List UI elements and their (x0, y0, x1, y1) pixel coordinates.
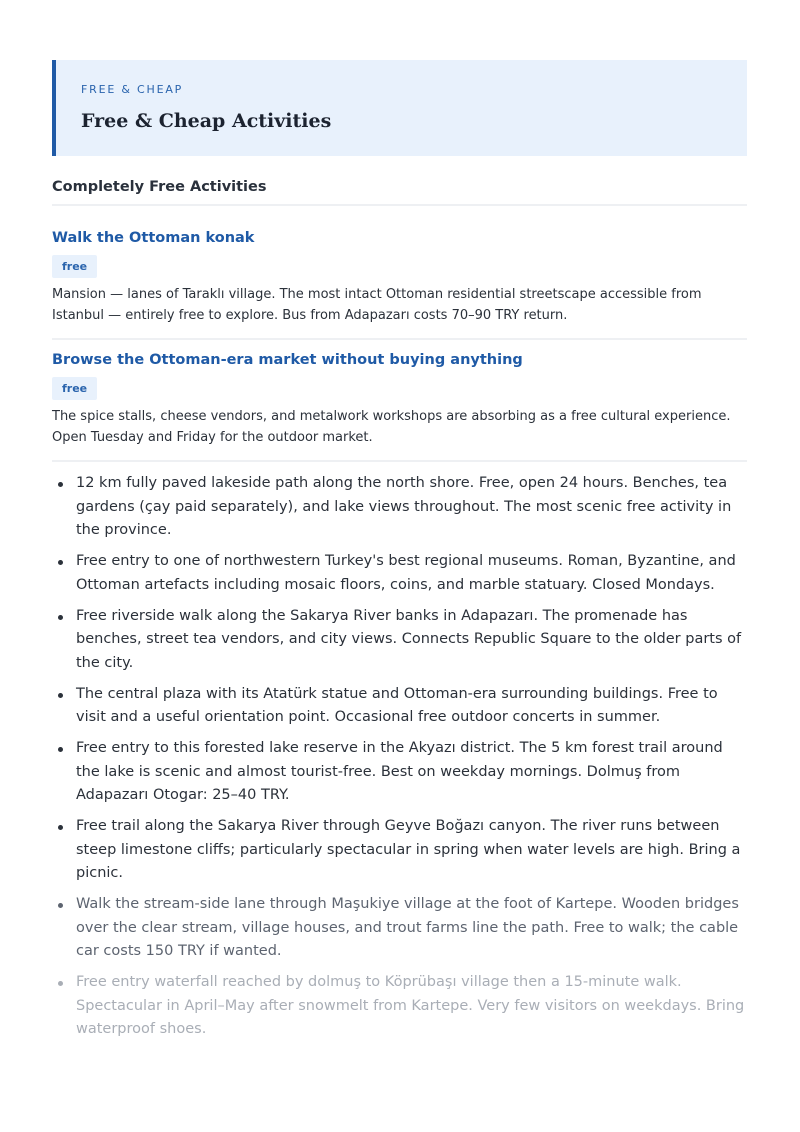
bullet-icon (58, 747, 63, 752)
price-badge: free (52, 377, 97, 400)
bullet-icon (58, 693, 63, 698)
list-item (52, 893, 747, 964)
section-heading: Completely Free Activities (52, 178, 747, 206)
free-activities-list (52, 472, 747, 1042)
bullet-icon (58, 560, 63, 565)
list-item-text: 12 km fully paved lakeside path along the north shore. Free, open 24 hours. Benches, tea gardens (çay paid separately), and lake views throughout. The most scenic free activity in the province. (76, 475, 732, 538)
page-content (52, 60, 747, 1049)
bullet-icon (58, 981, 63, 986)
activity-description: The spice stalls, cheese vendors, and metalwork workshops are absorbing as a free cultural experience. Open Tuesday and Friday for the outdoor market. (52, 409, 731, 445)
activity-card (52, 206, 747, 340)
page-title: Free & Cheap Activities (81, 110, 332, 132)
bullet-icon (58, 825, 63, 830)
list-item-text: Free entry to one of northwestern Turkey's best regional museums. Roman, Byzantine, and Ottoman artefacts including mosaic floors, coins, and marble statuary. Closed Mondays. (76, 553, 736, 593)
bullet-icon (58, 615, 63, 620)
price-badge: free (52, 255, 97, 278)
activity-description: Mansion — lanes of Taraklı village. The most intact Ottoman residential streetscape accessible from Istanbul — entirely free to explore. Bus from Adapazarı costs 70–90 TRY return. (52, 287, 702, 323)
list-item (52, 737, 747, 808)
bullet-icon (58, 482, 63, 487)
list-item-text: Free entry to this forested lake reserve in the Akyazı district. The 5 km forest trail around the lake is scenic and almost tourist-free. Best on weekday mornings. Dolmuş from Adapazarı Otogar: 25–40 TRY. (76, 740, 723, 803)
list-item-text: Free entry waterfall reached by dolmuş to Köprübaşı village then a 15-minute walk. Spectacular in April–May after snowmelt from Kartepe. Very few visitors on weekdays. Bring waterproof shoes. (76, 974, 745, 1037)
list-item (52, 683, 747, 730)
list-item (52, 605, 747, 676)
list-item (52, 550, 747, 597)
list-item-text: Free trail along the Sakarya River through Geyve Boğazı canyon. The river runs between steep limestone cliffs; particularly spectacular in spring when water levels are high. Bring a picnic. (76, 818, 741, 881)
activity-card (52, 340, 747, 462)
activity-title: Walk the Ottoman konak (52, 230, 255, 246)
list-item-text: The central plaza with its Atatürk statue and Ottoman-era surrounding buildings. Free to visit and a useful orientation point. Occasional free outdoor concerts in summer. (76, 685, 718, 725)
hero-banner (52, 60, 747, 156)
list-item-text: Free riverside walk along the Sakarya River banks in Adapazarı. The promenade has benches, street tea vendors, and city views. Connects Republic Square to the older parts of the city. (76, 607, 742, 671)
list-item (52, 815, 747, 886)
list-item (52, 472, 747, 543)
hero-kicker: FREE & CHEAP (81, 83, 184, 96)
list-item-text: Walk the stream-side lane through Maşukiye village at the foot of Kartepe. Wooden bridges over the clear stream, village houses, and trout farms line the path. Free to walk; the cable car costs 150 TRY if wanted. (76, 896, 739, 959)
list-item (52, 971, 747, 1042)
activity-title: Browse the Ottoman-era market without buying anything (52, 352, 523, 368)
bullet-icon (58, 903, 63, 908)
